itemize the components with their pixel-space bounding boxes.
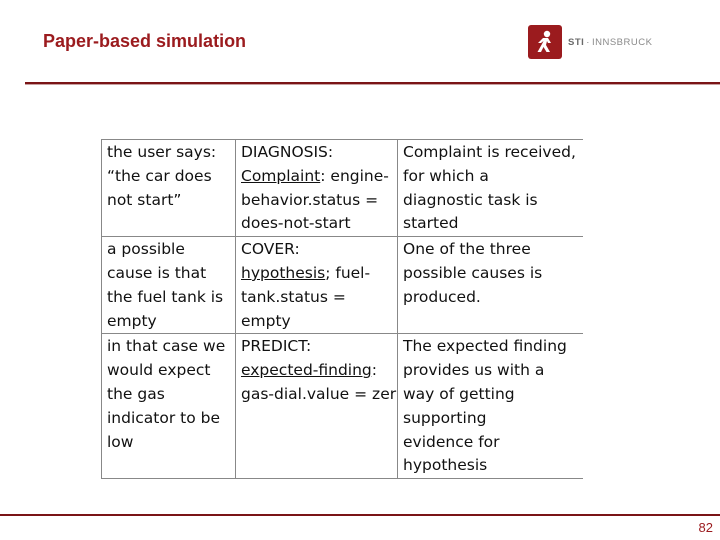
inference-expression-line: empty — [241, 311, 291, 330]
explanation-line: provides us with a — [403, 361, 545, 380]
table-row — [102, 334, 583, 479]
statement-line: cause is that — [107, 263, 207, 282]
inference-label: PREDICT: — [241, 337, 312, 356]
inference-term: Complaint — [241, 166, 321, 185]
statement-line: indicator to be — [107, 408, 221, 427]
inference-expression-line — [241, 262, 393, 286]
explanation-cell — [398, 334, 583, 479]
statement-line: a possible — [107, 240, 185, 259]
explanation-line: for which a — [403, 166, 489, 185]
inference-term: hypothesis — [241, 263, 326, 282]
logo-text — [568, 37, 652, 48]
inference-cell — [236, 140, 398, 237]
inference-expression: : engine- — [320, 166, 389, 185]
sti-figure-icon — [528, 25, 562, 59]
inference-expression-line: does-not-start — [241, 214, 351, 233]
footer-divider — [0, 514, 720, 516]
statement-line: not start” — [107, 190, 182, 209]
table-row — [102, 140, 583, 237]
header-divider — [25, 82, 720, 85]
inference-expression: : — [371, 361, 378, 380]
inference-label: COVER: — [241, 240, 300, 259]
sti-innsbruck-logo — [528, 25, 652, 59]
statement-cell — [102, 140, 236, 237]
explanation-line: One of the three — [403, 240, 531, 259]
inference-expression: ; fuel- — [325, 263, 371, 282]
page-number: 82 — [698, 520, 713, 535]
explanation-line: Complaint is received, — [403, 143, 576, 161]
statement-cell — [102, 237, 236, 334]
logo-name: INNSBRUCK — [591, 36, 653, 48]
explanation-line: supporting — [403, 408, 487, 427]
inference-expression-line — [241, 359, 393, 383]
statement-line: would expect — [107, 361, 211, 380]
inference-expression-line: gas-dial.value = zer — [241, 384, 397, 403]
statement-line: the gas — [107, 384, 165, 403]
inference-cell — [236, 334, 398, 479]
explanation-cell — [398, 237, 583, 334]
explanation-line: diagnostic task is — [403, 190, 538, 209]
simulation-table — [101, 139, 583, 479]
statement-line: the fuel tank is — [107, 287, 224, 306]
explanation-line: produced. — [403, 287, 481, 306]
statement-line: empty — [107, 311, 157, 330]
statement-line: “the car does — [107, 166, 212, 185]
slide-title: Paper-based simulation — [43, 31, 247, 51]
inference-cell — [236, 237, 398, 334]
explanation-line: hypothesis — [403, 456, 488, 475]
explanation-line: possible causes is — [403, 263, 543, 282]
statement-line: the user says: — [107, 143, 217, 161]
inference-expression-line: tank.status = — [241, 287, 346, 306]
statement-cell — [102, 334, 236, 479]
explanation-line: The expected finding — [403, 337, 567, 356]
inference-expression-line: behavior.status = — [241, 190, 379, 209]
logo-separator: · — [586, 36, 590, 48]
explanation-cell — [398, 140, 583, 237]
inference-label: DIAGNOSIS: — [241, 143, 334, 161]
inference-expression-line — [241, 165, 393, 189]
statement-line: low — [107, 432, 134, 451]
logo-brand: STI — [568, 36, 585, 48]
explanation-line: evidence for — [403, 432, 500, 451]
inference-term: expected-finding — [241, 361, 372, 380]
statement-line: in that case we — [107, 337, 226, 356]
table-row — [102, 237, 583, 334]
explanation-line: started — [403, 214, 459, 233]
explanation-line: way of getting — [403, 384, 515, 403]
